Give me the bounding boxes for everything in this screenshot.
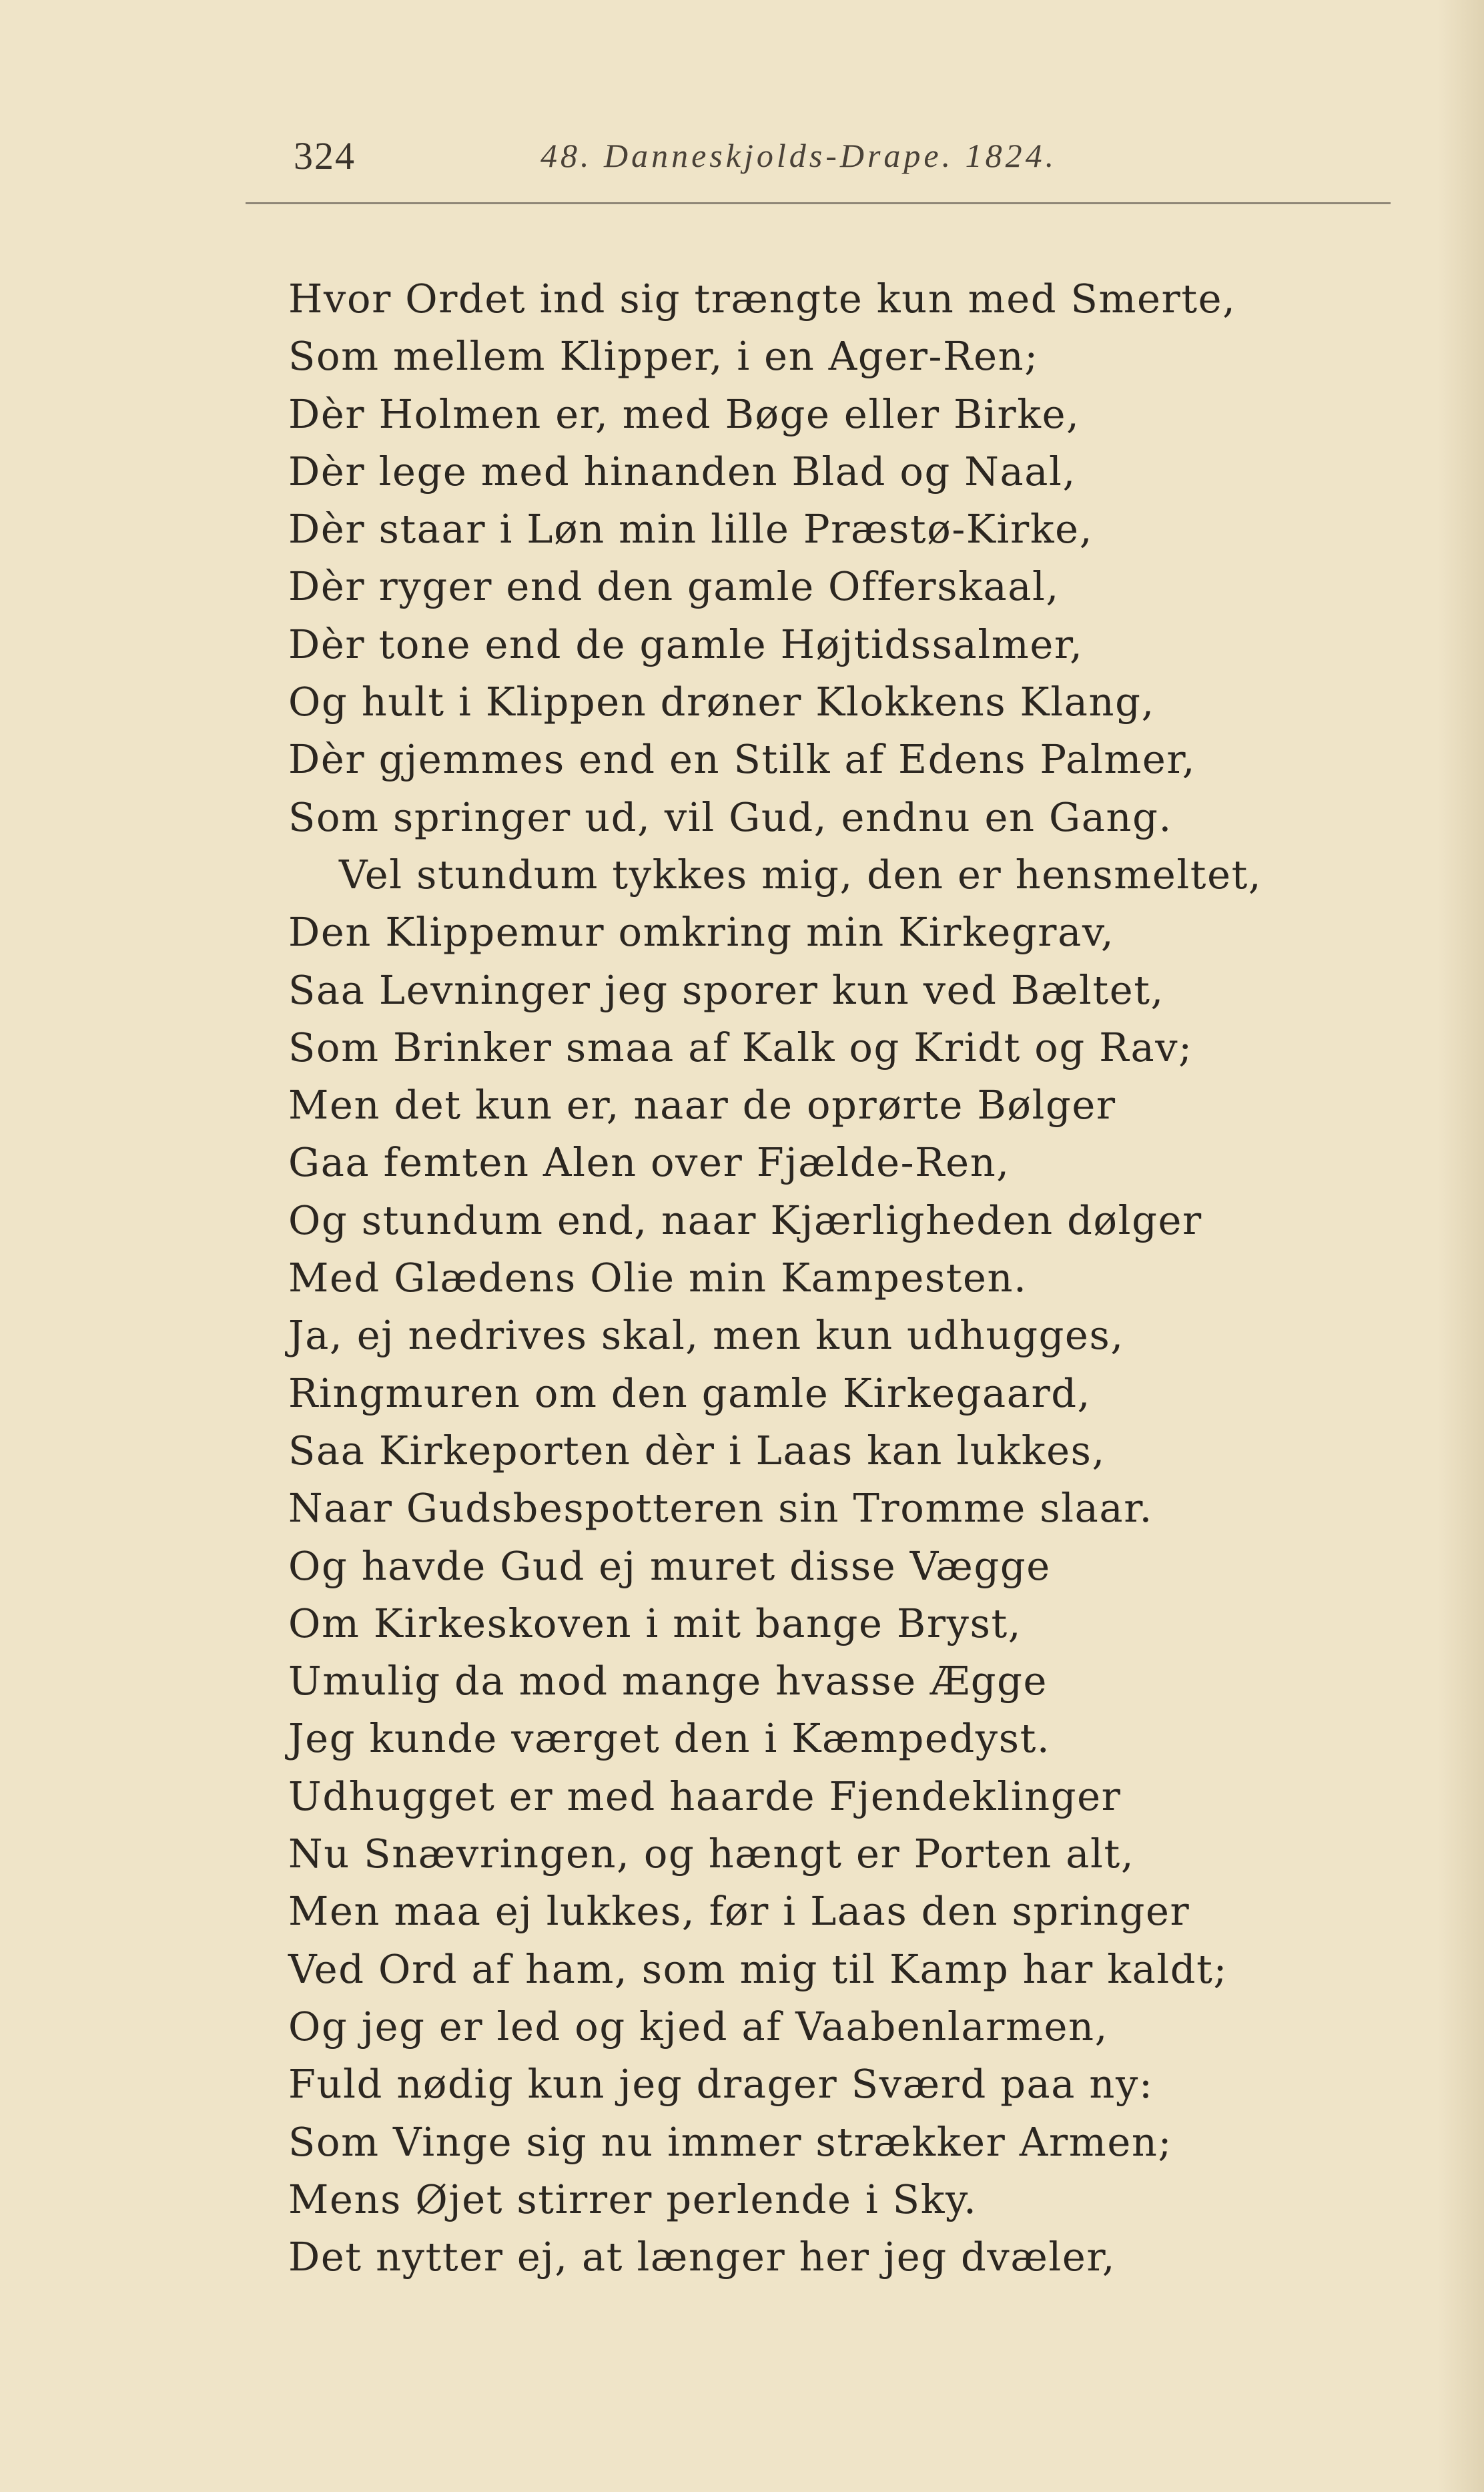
poem-line: Nu Snævringen, og hængt er Porten alt, [288, 1831, 1135, 1877]
poem-line: Og havde Gud ej muret disse Vægge [288, 1542, 1051, 1589]
poem-line: Som mellem Klipper, i en Ager-Ren; [288, 333, 1039, 380]
poem-line: Ved Ord af ham, som mig til Kamp har kaldt; [288, 1945, 1228, 1992]
poem-line: Fuld nødig kun jeg drager Sværd paa ny: [288, 2061, 1154, 2108]
running-head: 48. Danneskjolds-Drape. 1824. [540, 137, 1058, 174]
poem-line: Naar Gudsbespotteren sin Tromme slaar. [288, 1485, 1153, 1532]
page-number: 324 [294, 134, 356, 178]
poem-line: Og jeg er led og kjed af Vaabenlarmen, [288, 2003, 1108, 2050]
poem-line: Jeg kunde værget den i Kæmpedyst. [288, 1715, 1051, 1762]
poem-line: Dèr gjemmes end en Stilk af Edens Palmer, [288, 736, 1196, 783]
poem-line: Dèr tone end de gamle Højtidssalmer, [288, 621, 1084, 667]
page-header [0, 133, 1484, 194]
poem-line: Og hult i Klippen drøner Klokkens Klang, [288, 679, 1155, 725]
poem-line: Om Kirkeskoven i mit bange Bryst, [288, 1600, 1022, 1646]
poem-line: Det nytter ej, at længer her jeg dvæler, [288, 2234, 1116, 2280]
poem-line: Ja, ej nedrives skal, men kun udhugges, [288, 1312, 1124, 1359]
poem-line: Mens Øjet stirrer perlende i Sky. [288, 2176, 978, 2222]
poem-line: Som Brinker smaa af Kalk og Kridt og Rav; [288, 1024, 1193, 1070]
poem-line: Ringmuren om den gamle Kirkegaard, [288, 1369, 1092, 1416]
poem-line: Gaa femten Alen over Fjælde-Ren, [288, 1139, 1010, 1186]
poem-line: Som springer ud, vil Gud, endnu en Gang. [288, 794, 1172, 840]
header-rule [246, 202, 1391, 204]
poem-line: Umulig da mod mange hvasse Ægge [288, 1658, 1048, 1704]
poem-line: Saa Levninger jeg sporer kun ved Bæltet, [288, 966, 1164, 1013]
poem-line: Vel stundum tykkes mig, den er hensmeltet, [339, 851, 1262, 898]
poem-line: Dèr staar i Løn min lille Præstø-Kirke, [288, 506, 1094, 553]
poem-line: Dèr ryger end den gamle Offerskaal, [288, 563, 1060, 610]
poem-line: Hvor Ordet ind sig trængte kun med Smerte, [288, 276, 1236, 322]
page-edge-shadow [1437, 0, 1484, 2492]
poem-line: Udhugget er med haarde Fjendeklinger [288, 1773, 1122, 1819]
poem-line: Dèr lege med hinanden Blad og Naal, [288, 448, 1076, 495]
poem-line: Saa Kirkeporten dèr i Laas kan lukkes, [288, 1427, 1106, 1474]
poem-line: Som Vinge sig nu immer strækker Armen; [288, 2118, 1172, 2165]
poem-line: Og stundum end, naar Kjærligheden dølger [288, 1197, 1202, 1243]
poem-line: Med Glædens Olie min Kampesten. [288, 1255, 1028, 1301]
poem-line: Dèr Holmen er, med Bøge eller Birke, [288, 390, 1080, 437]
poem-line: Men det kun er, naar de oprørte Bølger [288, 1082, 1116, 1129]
poem-line: Men maa ej lukkes, før i Laas den springer [288, 1888, 1190, 1935]
poem-line: Den Klippemur omkring min Kirkegrav, [288, 909, 1115, 956]
poem-text [288, 270, 1423, 2286]
